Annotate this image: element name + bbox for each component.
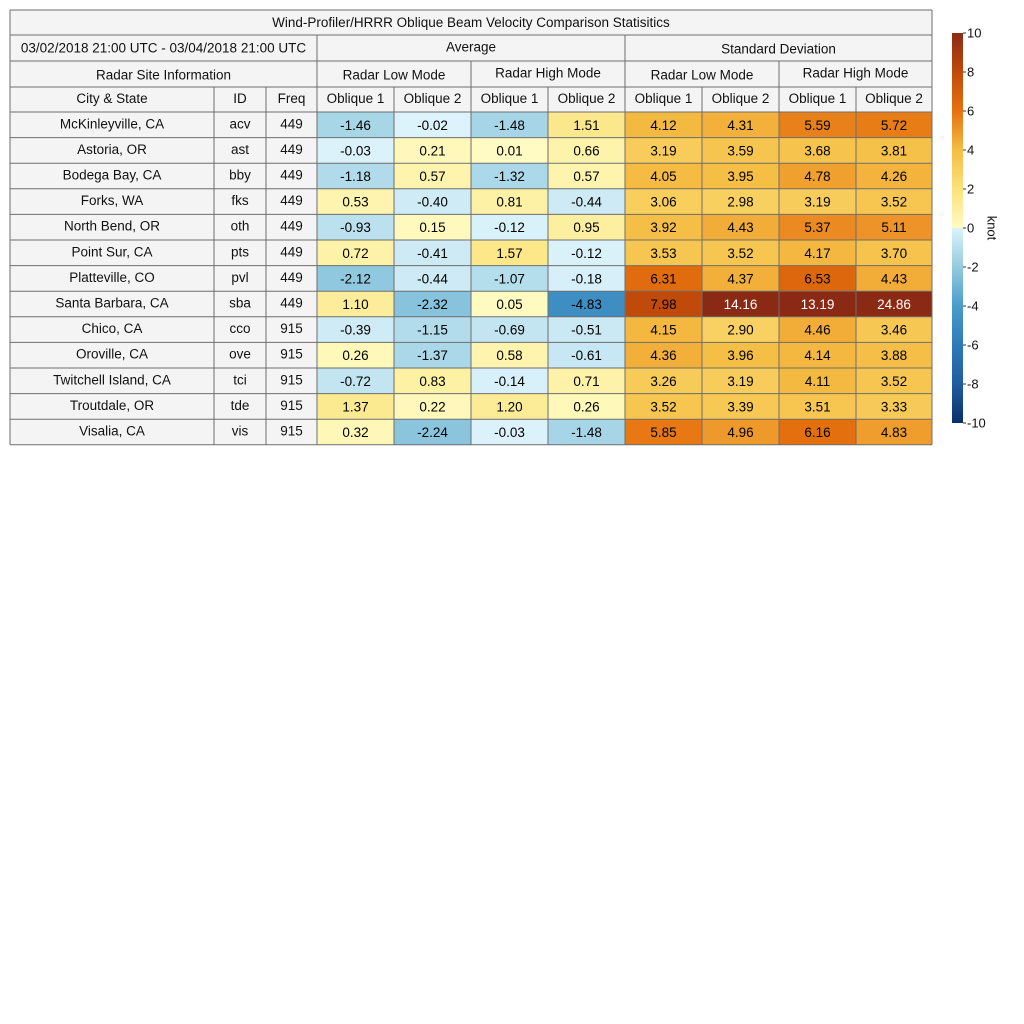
data-label: 3.52 bbox=[727, 245, 754, 261]
site-id-label: pts bbox=[230, 244, 250, 260]
city-label: Oroville, CA bbox=[75, 346, 149, 362]
stats-table bbox=[10, 10, 932, 445]
site-info-cell-bg bbox=[10, 189, 317, 215]
data-label: 0.95 bbox=[573, 220, 600, 236]
data-label: 3.26 bbox=[650, 373, 677, 389]
data-label: 4.12 bbox=[650, 117, 677, 133]
site-id-label: tde bbox=[230, 397, 250, 413]
data-label: 5.11 bbox=[881, 220, 907, 236]
city-label: Astoria, OR bbox=[77, 141, 147, 157]
data-label: 4.83 bbox=[880, 425, 908, 440]
data-label: 4.11 bbox=[804, 373, 831, 389]
data-label: -0.40 bbox=[417, 194, 448, 210]
data-label: -0.93 bbox=[340, 220, 371, 236]
city-label: Troutdale, OR bbox=[69, 397, 155, 413]
data-label: 4.46 bbox=[804, 322, 831, 338]
site-id-label: vis bbox=[231, 423, 249, 439]
data-label: 0.05 bbox=[496, 297, 523, 312]
data-label: 3.52 bbox=[880, 194, 908, 210]
column-header: City & State bbox=[76, 91, 148, 106]
data-label: -0.02 bbox=[417, 117, 448, 133]
freq-label: 915 bbox=[280, 346, 303, 362]
data-label: 3.39 bbox=[727, 399, 754, 415]
freq-label: 915 bbox=[280, 321, 303, 337]
data-label: 0.15 bbox=[419, 220, 446, 236]
group-header-std: Standard Deviation bbox=[721, 41, 836, 57]
data-label: 3.88 bbox=[880, 348, 908, 364]
colorbar-tick-label: -10 bbox=[967, 415, 986, 431]
freq-label: 915 bbox=[280, 397, 303, 413]
data-label: -0.44 bbox=[571, 194, 602, 210]
data-label: 3.53 bbox=[650, 245, 677, 261]
data-label: 3.95 bbox=[727, 169, 754, 184]
freq-label: 915 bbox=[280, 372, 303, 388]
data-label: 3.52 bbox=[880, 373, 908, 389]
site-info-cell-bg bbox=[10, 419, 317, 445]
city-label: Platteville, CO bbox=[69, 269, 155, 285]
data-label: 0.58 bbox=[496, 348, 523, 364]
site-id-label: cco bbox=[229, 321, 251, 337]
data-label: -1.48 bbox=[571, 425, 602, 440]
data-label: 3.92 bbox=[650, 220, 677, 236]
column-header: Oblique 2 bbox=[865, 91, 923, 106]
data-label: -0.39 bbox=[340, 322, 371, 338]
site-info-cell-bg bbox=[10, 240, 317, 266]
column-header: Oblique 2 bbox=[711, 91, 770, 106]
data-label: -0.72 bbox=[340, 373, 371, 389]
data-label: 3.70 bbox=[880, 245, 908, 261]
data-label: 1.37 bbox=[342, 399, 369, 415]
city-label: Visalia, CA bbox=[79, 423, 145, 439]
colorbar-tick-label: 2 bbox=[967, 181, 975, 197]
data-label: 5.85 bbox=[650, 425, 677, 440]
data-label: -2.32 bbox=[417, 297, 448, 312]
group-header-average: Average bbox=[445, 39, 497, 55]
site-id-label: oth bbox=[230, 218, 250, 234]
data-label: 4.43 bbox=[880, 271, 908, 287]
data-label: 3.06 bbox=[650, 194, 677, 210]
freq-label: 449 bbox=[280, 244, 303, 260]
colorbar-tick-label: 0 bbox=[967, 220, 975, 236]
data-label: -0.12 bbox=[494, 220, 525, 236]
colorbar bbox=[952, 26, 1000, 431]
freq-label: 449 bbox=[280, 193, 303, 209]
data-label: 0.57 bbox=[419, 169, 446, 184]
column-header: ID bbox=[233, 91, 247, 106]
data-label: 0.81 bbox=[496, 194, 523, 210]
data-label: 24.86 bbox=[877, 297, 911, 312]
data-label: 6.53 bbox=[804, 271, 831, 287]
data-label: 6.16 bbox=[804, 425, 831, 440]
city-label: Point Sur, CA bbox=[71, 244, 153, 260]
site-info-cell-bg bbox=[10, 394, 317, 420]
date-range: 03/02/2018 21:00 UTC - 03/04/2018 21:00 UTC bbox=[20, 40, 307, 56]
data-label: 1.10 bbox=[342, 297, 369, 312]
data-label: 4.96 bbox=[727, 425, 754, 440]
colorbar-tick-label: 8 bbox=[967, 64, 975, 80]
city-label: Chico, CA bbox=[81, 321, 143, 337]
column-header: Oblique 2 bbox=[403, 91, 462, 106]
column-header: Oblique 1 bbox=[326, 91, 385, 106]
data-label: 0.71 bbox=[573, 373, 600, 389]
data-label: 4.26 bbox=[880, 169, 908, 184]
data-label: -0.61 bbox=[571, 348, 602, 364]
colorbar-tick-label: -6 bbox=[967, 337, 979, 353]
data-label: 0.83 bbox=[419, 373, 446, 389]
site-info-cell-bg bbox=[10, 138, 317, 164]
data-label: 3.96 bbox=[727, 348, 754, 364]
mode-header: Radar High Mode bbox=[495, 65, 601, 81]
city-label: McKinleyville, CA bbox=[59, 116, 165, 132]
data-label: -1.37 bbox=[417, 348, 448, 364]
data-label: 0.72 bbox=[342, 245, 369, 261]
colorbar-gradient bbox=[952, 33, 963, 423]
data-label: -1.32 bbox=[494, 169, 525, 184]
data-label: -0.18 bbox=[571, 271, 602, 287]
city-label: Bodega Bay, CA bbox=[62, 167, 162, 183]
city-label: Twitchell Island, CA bbox=[53, 372, 171, 388]
city-label: Santa Barbara, CA bbox=[55, 295, 169, 311]
freq-label: 449 bbox=[280, 269, 303, 285]
data-label: 0.32 bbox=[342, 425, 369, 440]
data-label: 2.98 bbox=[727, 194, 754, 210]
freq-label: 449 bbox=[280, 167, 303, 183]
data-label: 7.98 bbox=[650, 297, 677, 312]
colorbar-tick-label: -2 bbox=[967, 259, 979, 275]
site-info-cell-bg bbox=[10, 266, 317, 292]
data-label: 4.36 bbox=[650, 348, 677, 364]
data-label: 0.66 bbox=[573, 143, 600, 159]
site-id-label: bby bbox=[229, 167, 251, 183]
colorbar-tick-label: 10 bbox=[967, 25, 982, 41]
site-info-header: Radar Site Information bbox=[95, 67, 232, 83]
data-label: 4.37 bbox=[727, 271, 754, 287]
data-label: -0.44 bbox=[417, 271, 448, 287]
site-info-cell-bg bbox=[10, 163, 317, 189]
city-label: Forks, WA bbox=[80, 193, 144, 209]
data-label: 0.53 bbox=[342, 194, 369, 210]
data-label: 4.15 bbox=[650, 322, 677, 338]
colorbar-label: knot bbox=[984, 215, 1000, 241]
column-header: Oblique 1 bbox=[480, 91, 539, 106]
data-label: 3.51 bbox=[804, 399, 831, 415]
data-label: 4.05 bbox=[650, 169, 677, 184]
freq-label: 449 bbox=[280, 141, 303, 157]
site-info-cell-bg bbox=[10, 342, 317, 368]
data-label: -0.14 bbox=[494, 373, 525, 389]
site-info-cell-bg bbox=[10, 317, 317, 343]
data-label: 1.57 bbox=[496, 245, 523, 261]
data-label: 3.19 bbox=[727, 373, 754, 389]
data-label: 0.21 bbox=[419, 143, 446, 159]
data-label: 0.26 bbox=[573, 399, 600, 415]
data-label: 4.31 bbox=[727, 117, 754, 133]
colorbar-tick-label: -4 bbox=[967, 298, 979, 314]
data-label: 0.01 bbox=[496, 143, 523, 159]
data-label: -0.41 bbox=[417, 245, 448, 261]
data-label: 4.14 bbox=[804, 348, 831, 364]
data-label: 3.81 bbox=[880, 143, 908, 159]
mode-header: Radar High Mode bbox=[802, 65, 909, 81]
city-label: North Bend, OR bbox=[63, 218, 161, 234]
data-label: -1.07 bbox=[494, 271, 525, 287]
data-label: -1.46 bbox=[340, 117, 371, 133]
colorbar-tick-label: 4 bbox=[967, 142, 975, 158]
data-label: 3.52 bbox=[650, 399, 677, 415]
site-info-cell-bg bbox=[10, 214, 317, 240]
data-label: 5.37 bbox=[804, 220, 831, 236]
site-id-label: acv bbox=[229, 116, 251, 132]
data-label: 5.59 bbox=[804, 117, 831, 133]
site-id-label: sba bbox=[229, 295, 251, 311]
mode-header: Radar Low Mode bbox=[342, 67, 446, 83]
site-id-label: pvl bbox=[231, 269, 249, 285]
column-header: Oblique 1 bbox=[788, 91, 847, 106]
data-label: -0.03 bbox=[340, 143, 371, 159]
colorbar-tick-label: -8 bbox=[967, 376, 979, 392]
data-label: -1.48 bbox=[494, 117, 525, 133]
data-label: -0.51 bbox=[571, 322, 602, 338]
site-id-label: fks bbox=[231, 193, 249, 209]
mode-header: Radar Low Mode bbox=[650, 67, 754, 83]
data-label: -1.18 bbox=[340, 169, 371, 184]
data-label: 3.33 bbox=[880, 399, 908, 415]
site-id-label: ast bbox=[230, 141, 250, 157]
data-label: 6.31 bbox=[650, 271, 677, 287]
data-label: 5.72 bbox=[880, 117, 908, 133]
data-label: 3.19 bbox=[650, 143, 677, 159]
data-label: -4.83 bbox=[571, 297, 602, 312]
freq-label: 449 bbox=[280, 218, 303, 234]
data-label: -1.15 bbox=[417, 322, 448, 338]
data-label: -0.12 bbox=[571, 245, 602, 261]
chart-title: Wind-Profiler/HRRR Oblique Beam Velocity Comparison Statisitics bbox=[272, 15, 670, 30]
data-label: 1.20 bbox=[496, 399, 523, 415]
freq-label: 449 bbox=[280, 295, 303, 311]
column-header: Oblique 1 bbox=[634, 91, 693, 106]
freq-label: 449 bbox=[280, 116, 303, 132]
data-label: 4.43 bbox=[727, 220, 754, 236]
data-label: 13.19 bbox=[800, 297, 835, 312]
site-id-label: ove bbox=[229, 346, 251, 362]
data-label: 4.78 bbox=[804, 169, 831, 184]
data-label: 4.17 bbox=[804, 245, 831, 261]
data-label: 2.90 bbox=[727, 322, 754, 338]
data-label: 3.46 bbox=[880, 322, 908, 338]
data-label: 0.26 bbox=[342, 348, 369, 364]
data-label: 3.68 bbox=[804, 143, 831, 159]
data-label: -0.69 bbox=[494, 322, 525, 338]
data-label: 3.19 bbox=[804, 194, 831, 210]
data-label: 14.16 bbox=[723, 297, 758, 312]
column-header: Oblique 2 bbox=[557, 91, 616, 106]
data-label: -0.03 bbox=[494, 425, 525, 440]
data-label: -2.12 bbox=[340, 271, 371, 287]
colorbar-tick-label: 6 bbox=[967, 103, 975, 119]
data-label: 0.22 bbox=[419, 399, 446, 415]
data-label: 1.51 bbox=[573, 117, 600, 133]
data-label: -2.24 bbox=[417, 425, 448, 440]
column-header: Freq bbox=[277, 91, 306, 106]
site-id-label: tci bbox=[233, 372, 247, 388]
freq-label: 915 bbox=[280, 423, 303, 439]
data-label: 3.59 bbox=[727, 143, 754, 159]
data-label: 0.57 bbox=[573, 169, 600, 184]
